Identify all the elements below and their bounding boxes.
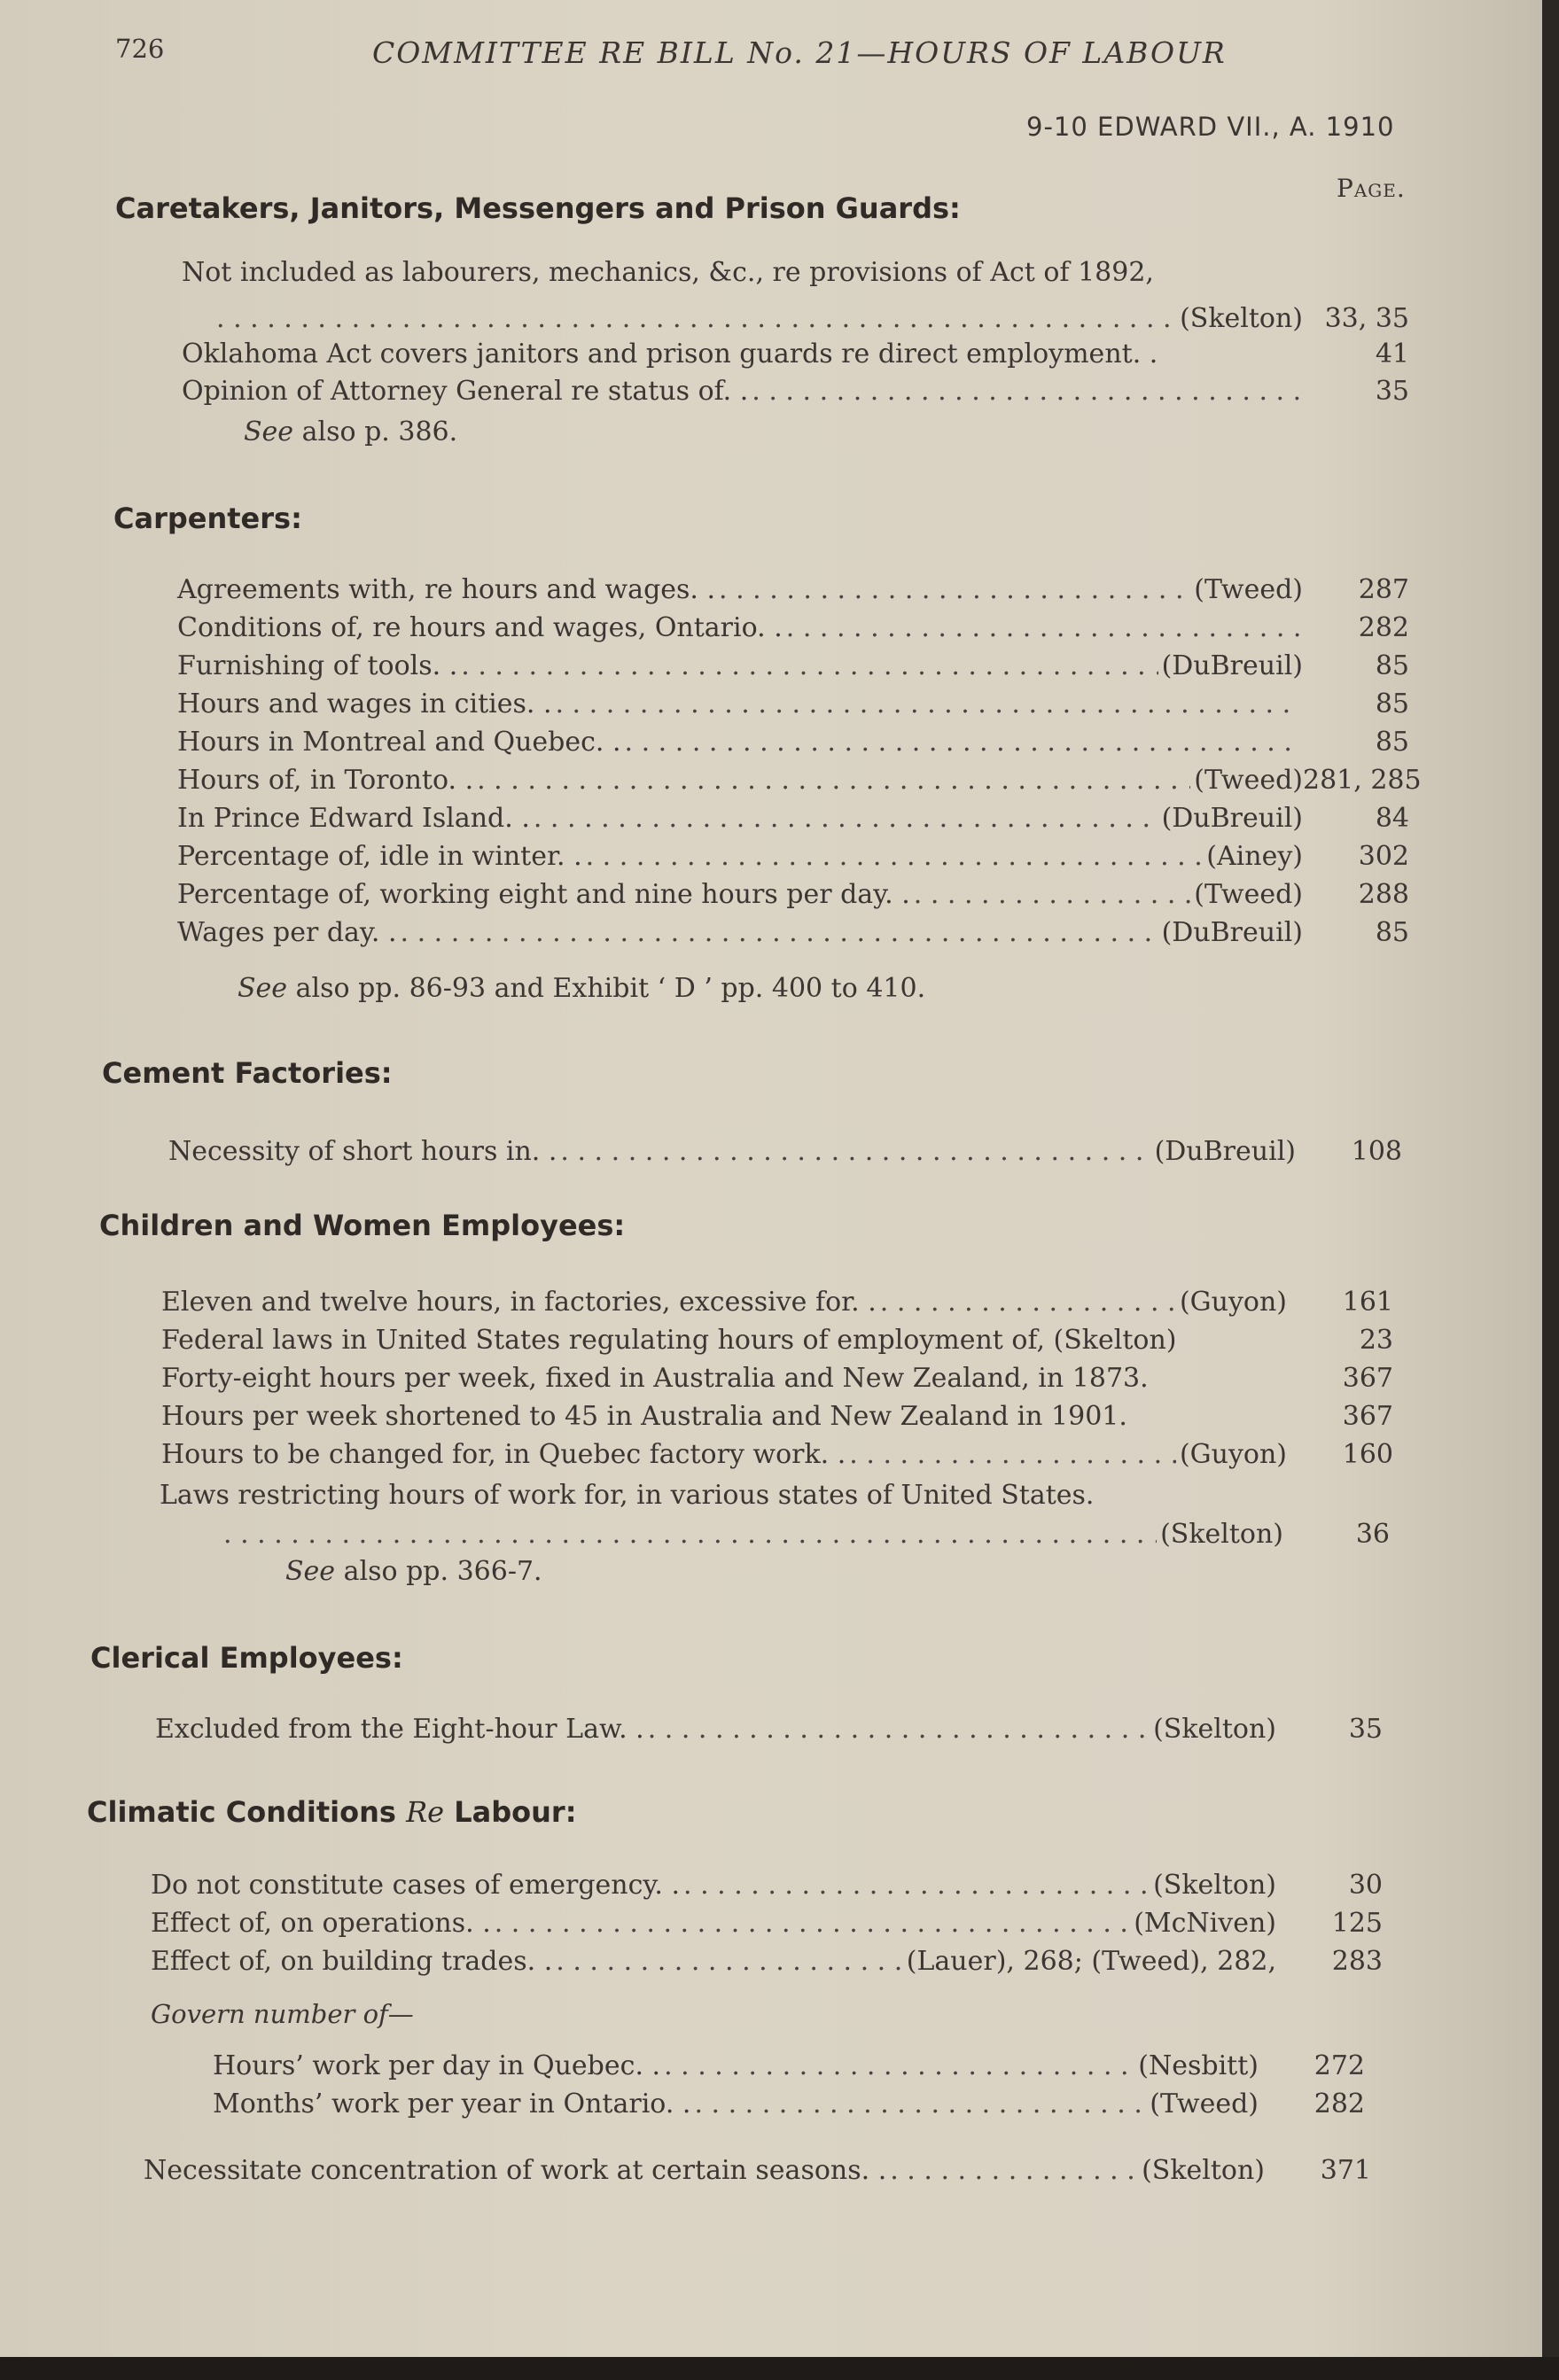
index-entry-text: Agreements with, re hours and wages. . [177,574,716,605]
index-entry-source: (Skelton) [1153,1870,1276,1901]
see-also-text: also p. 386. [301,416,458,447]
index-entry-source: (Guyon) [1179,1439,1287,1470]
index-entry [151,1946,1383,1981]
index-entry-text: Excluded from the Eight-hour Law. . [155,1714,644,1745]
index-entry [177,765,1422,800]
section-heading-carpenters: Carpenters: [113,502,302,535]
index-entry-source: (McNiven) [1134,1908,1276,1939]
index-entry-page: 283 [1331,1946,1383,1977]
index-entry-text: Percentage of, idle in winter. . [177,841,582,872]
index-entry-page: 302 [1358,841,1409,872]
index-entry [177,917,1409,953]
index-entry-page: 282 [1358,612,1409,643]
see-label: See [285,1556,336,1587]
index-entry-text: Conditions of, re hours and wages, Ontario. . [177,612,783,643]
index-entry-text: Effect of, on building trades. . [151,1946,553,1977]
index-entry-text: Necessity of short hours in. . [168,1136,557,1167]
see-also-note [244,416,457,447]
index-entry-page: 161 [1342,1287,1393,1318]
index-entry [177,612,1409,648]
index-entry-text: Hours’ work per day in Quebec. . [213,2050,661,2081]
dot-leader [534,803,1158,834]
index-entry-source: (Skelton) [1142,2155,1265,2186]
index-entry-page: 41 [1375,338,1409,369]
dot-leader [216,303,1176,334]
dot-leader [880,1287,1176,1318]
index-entry-source: (DuBreuil) [1161,917,1303,948]
index-entry-source: (Tweed) [1194,879,1303,910]
index-entry-text: Wages per day. . [177,917,397,948]
index-entry-page: 125 [1331,1908,1383,1939]
index-entry-page: 85 [1375,917,1409,948]
index-entry-page: 85 [1375,650,1409,681]
section-heading-cement: Cement Factories: [102,1056,393,1090]
scan-bottom-edge [0,2357,1559,2380]
index-entry-page: 35 [1348,1714,1383,1745]
index-entry [161,1363,1393,1398]
index-entry-text: Not included as labourers, mechanics, &c., re provisions of Act of 1892, [182,257,1154,288]
index-entry [177,688,1409,724]
dot-leader [648,1714,1150,1745]
dot-leader [556,1946,903,1977]
heading-re: Re [406,1795,445,1829]
index-entry-source: (Skelton) [1160,1519,1283,1550]
dot-leader [664,2050,1134,2081]
section-heading-children: Children and Women Employees: [99,1209,626,1242]
index-entry-source: (Lauer), 268; (Tweed), 282, [906,1946,1276,1977]
index-entry [177,574,1409,610]
dot-leader [890,2155,1138,2186]
index-entry-source: (Guyon) [1179,1287,1287,1318]
index-entry-source: (DuBreuil) [1154,1136,1296,1167]
index-entry-page: 272 [1313,2050,1365,2081]
index-entry-text: Hours per week shortened to 45 in Australia and New Zealand in 1901. [161,1401,1127,1432]
index-entry [177,879,1409,914]
see-also-note [238,973,925,1004]
index-entry-page: 23 [1359,1325,1393,1356]
index-entry-text: Opinion of Attorney General re status of. . [182,376,749,407]
index-entry [144,2155,1371,2190]
index-entry-text: Oklahoma Act covers janitors and prison guards re direct employment. . [182,338,1158,369]
index-entry-source: (Ainey) [1206,841,1303,872]
index-entry [161,1287,1393,1322]
dot-leader [625,727,1299,758]
index-entry-source: (Tweed) [1150,2088,1259,2119]
dot-leader [560,1136,1150,1167]
dot-leader [495,1908,1130,1939]
heading-text-end: Labour: [454,1795,577,1829]
index-entry-text: Forty-eight hours per week, fixed in Australia and New Zealand, in 1873. [161,1363,1149,1394]
index-entry-page: 367 [1342,1363,1393,1394]
dot-leader [223,1519,1157,1550]
index-entry-source: (DuBreuil) [1161,650,1303,681]
index-entry [177,803,1409,838]
dot-leader [461,650,1158,681]
session-label: 9-10 EDWARD VII., A. 1910 [1026,112,1395,142]
index-entry [220,1519,1390,1554]
dot-leader [752,376,1299,407]
index-entry-text: Effect of, on operations. . [151,1908,491,1939]
index-entry-source: (Nesbitt) [1138,2050,1259,2081]
index-entry-page: 371 [1320,2155,1371,2186]
index-entry [177,727,1409,762]
index-entry-text: Do not constitute cases of emergency. . [151,1870,680,1901]
dot-leader [555,688,1299,719]
index-entry [151,1908,1383,1943]
index-entry-text: Eleven and twelve hours, in factories, excessive for. . [161,1287,877,1318]
govern-subheading: Govern number of— [151,1999,414,2029]
index-entry-page: 84 [1375,803,1409,834]
index-entry-page: 160 [1342,1439,1393,1470]
index-entry-page: 108 [1351,1136,1402,1167]
index-entry-source: (Skelton) [1153,1714,1276,1745]
index-entry-text: Hours of, in Toronto. . [177,765,474,796]
index-entry-page: 85 [1375,727,1409,758]
index-entry-page: 288 [1358,879,1409,910]
index-entry-text: Hours in Montreal and Quebec. . [177,727,621,758]
index-entry [161,1401,1393,1436]
page-column-heading: Page. [1337,174,1406,203]
dot-leader [683,1870,1150,1901]
dot-leader [477,765,1190,796]
index-entry-text: Percentage of, working eight and nine hours per day. . [177,879,910,910]
dot-leader [914,879,1191,910]
heading-text: Climatic Conditions [87,1795,396,1829]
index-entry-source: (Tweed) [1194,765,1303,796]
index-entry-page: 36 [1355,1519,1390,1550]
index-entry-text: Laws restricting hours of work for, in various states of United States. [160,1480,1095,1511]
index-entry [177,841,1409,876]
index-entry [213,2050,1365,2086]
index-entry [155,1714,1383,1749]
index-entry-text: Necessitate concentration of work at certain seasons. . [144,2155,887,2186]
dot-leader [719,574,1190,605]
index-entry [213,2088,1365,2124]
section-heading-clerical: Clerical Employees: [90,1641,403,1675]
section-heading-caretakers: Caretakers, Janitors, Messengers and Prison Guards: [115,191,961,225]
see-label: See [244,416,294,447]
index-entry-source: (DuBreuil) [1161,803,1303,834]
index-entry-page: 287 [1358,574,1409,605]
index-entry [177,650,1409,686]
dot-leader [849,1439,1176,1470]
index-entry-text: Months’ work per year in Ontario. . [213,2088,691,2119]
index-entry-page: 282 [1313,2088,1365,2119]
index-entry [182,376,1409,411]
index-entry-text: Hours and wages in cities. . [177,688,552,719]
index-entry-page: 35 [1375,376,1409,407]
index-entry-source: (Skelton) [1180,303,1303,334]
index-entry [168,1136,1402,1171]
index-entry-page: 281, 285 [1303,765,1422,796]
index-entry-page: 367 [1342,1401,1393,1432]
index-entry-page: 33, 35 [1324,303,1409,334]
section-heading-climatic [87,1795,576,1829]
running-title: COMMITTEE RE BILL No. 21—HOURS OF LABOUR [372,35,1227,70]
index-entry-text: Hours to be changed for, in Quebec factory work. . [161,1439,846,1470]
dot-leader [786,612,1299,643]
index-entry [161,1439,1393,1474]
see-also-text: also pp. 86-93 and Exhibit ‘ D ’ pp. 400 to 410. [295,973,926,1004]
index-entry [182,338,1409,374]
dot-leader [586,841,1204,872]
see-also-note [285,1556,542,1587]
index-entry [213,303,1409,338]
index-entry-page: 30 [1348,1870,1383,1901]
dot-leader [401,917,1158,948]
index-entry [151,1870,1383,1905]
see-label: See [238,973,288,1004]
index-entry-text: Federal laws in United States regulating hours of employment of, (Skelton) [161,1325,1177,1356]
see-also-text: also pp. 366-7. [343,1556,542,1587]
index-entry [161,1325,1393,1360]
page-number: 726 [115,34,165,64]
dot-leader [694,2088,1146,2119]
index-entry-page: 85 [1375,688,1409,719]
index-entry-source: (Tweed) [1194,574,1303,605]
index-entry-text: In Prince Edward Island. . [177,803,530,834]
index-entry-text: Furnishing of tools. . [177,650,458,681]
